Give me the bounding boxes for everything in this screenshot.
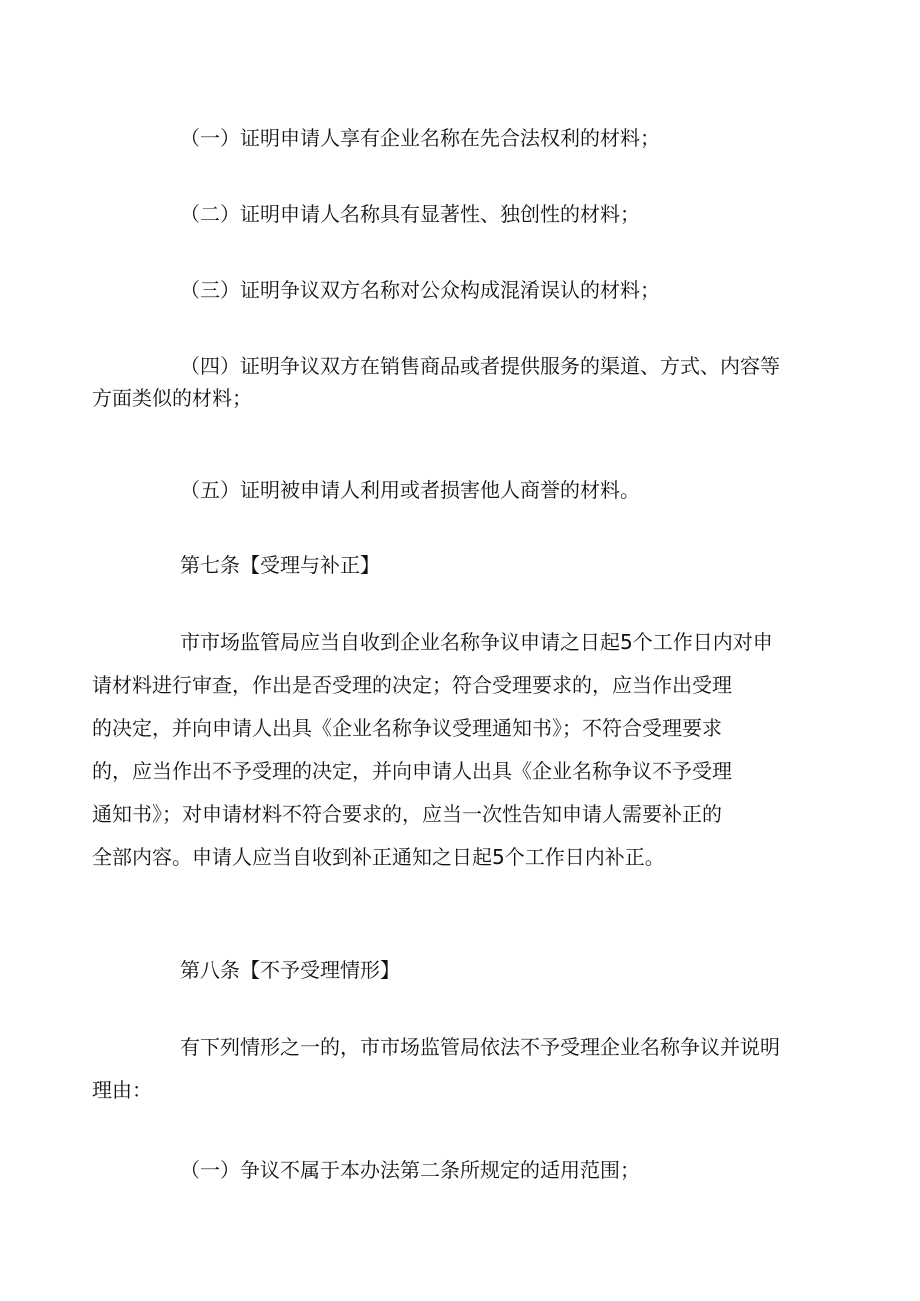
article-8-list-item-1 <box>136 1154 784 1186</box>
list-item-3 <box>136 274 784 306</box>
article-7-body <box>92 626 784 873</box>
paragraph-line: 方面类似的材料； <box>92 386 252 410</box>
list-item-5 <box>136 474 784 506</box>
article-8-heading <box>136 954 784 986</box>
paragraph-line: 市市场监管局应当自收到企业名称争议申请之日起5个工作日内对申 <box>180 630 773 654</box>
paragraph-line: （四）证明争议双方在销售商品或者提供服务的渠道、方式、内容等 <box>180 354 780 378</box>
paragraph-line: 理由： <box>92 1078 152 1102</box>
paragraph-line: 通知书》；对申请材料不符合要求的，应当一次性告知申请人需要补正的 <box>92 802 722 826</box>
heading-text: 第八条【不予受理情形】 <box>180 958 400 982</box>
paragraph-line: （三）证明争议双方名称对公众构成混淆误认的材料； <box>180 278 660 302</box>
paragraph-line: （一）证明申请人享有企业名称在先合法权利的材料； <box>180 126 660 150</box>
paragraph-line: （一）争议不属于本办法第二条所规定的适用范围； <box>180 1158 640 1182</box>
paragraph-line: 的决定，并向申请人出具《企业名称争议受理通知书》；不符合受理要求 <box>92 716 722 740</box>
paragraph-line: 请材料进行审查，作出是否受理的决定；符合受理要求的，应当作出受理 <box>92 673 732 697</box>
paragraph-line: 全部内容。申请人应当自收到补正通知之日起5个工作日内补正。 <box>92 845 665 869</box>
list-item-2 <box>136 198 784 230</box>
paragraph-line: （二）证明申请人名称具有显著性、独创性的材料； <box>180 202 640 226</box>
heading-text: 第七条【受理与补正】 <box>180 553 380 577</box>
paragraph-line: （五）证明被申请人利用或者损害他人商誉的材料。 <box>180 478 640 502</box>
paragraph-line: 有下列情形之一的，市市场监管局依法不予受理企业名称争议并说明 <box>180 1035 780 1059</box>
list-item-1 <box>136 122 784 154</box>
article-8-body <box>92 1031 784 1106</box>
paragraph-line: 的，应当作出不予受理的决定，并向申请人出具《企业名称争议不予受理 <box>92 759 732 783</box>
list-item-4 <box>92 350 784 414</box>
article-7-heading <box>136 549 784 581</box>
